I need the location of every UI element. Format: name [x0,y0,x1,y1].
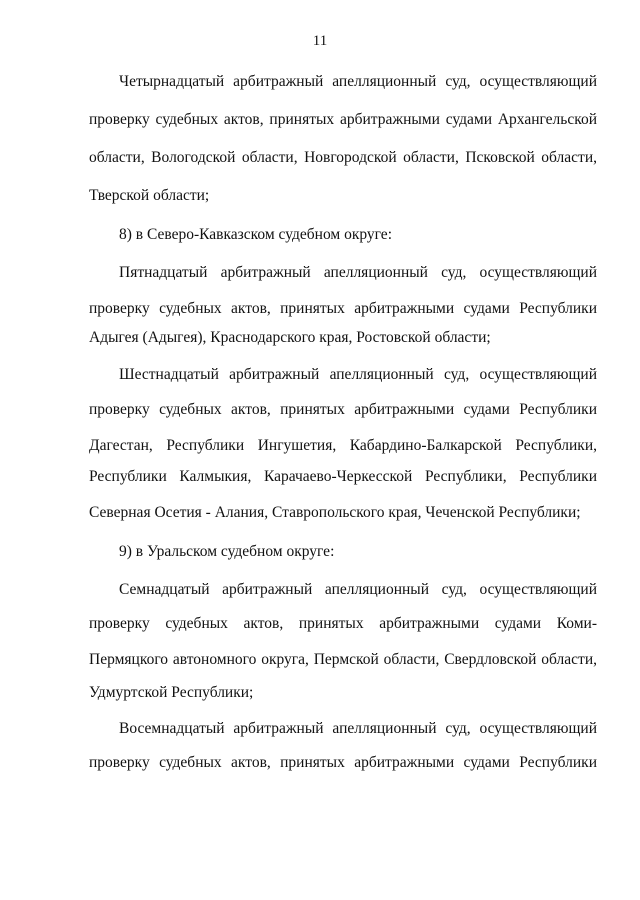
paragraph-line: Семнадцатый арбитражный апелляционный суд, осуществляющий [119,581,597,598]
page-number: 11 [312,33,328,49]
paragraph-line: Шестнадцатый арбитражный апелляционный суд, осуществляющий [119,366,597,383]
paragraph-line: Северная Осетия - Алания, Ставропольского края, Чеченской Республики; [89,504,581,521]
paragraph-line: Пермяцкого автономного округа, Пермской области, Свердловской области, [89,651,597,668]
paragraph-line: проверку судебных актов, принятых арбитражными судами Республики [89,300,597,317]
paragraph-line: проверку судебных актов, принятых арбитражными судами Республики [89,401,597,418]
paragraph-line: Восемнадцатый арбитражный апелляционный суд, осуществляющий [119,720,597,737]
paragraph-line: Адыгея (Адыгея), Краснодарского края, Ростовской области; [89,329,491,346]
section-heading: 9) в Уральском судебном округе: [119,543,335,560]
paragraph-line: Удмуртской Республики; [89,684,254,701]
paragraph-line: Пятнадцатый арбитражный апелляционный суд, осуществляющий [119,264,597,281]
paragraph-line: проверку судебных актов, принятых арбитражными судами Коми- [89,615,597,632]
paragraph-line: проверку судебных актов, принятых арбитражными судами Республики [89,754,597,771]
section-heading: 8) в Северо-Кавказском судебном округе: [119,226,392,243]
paragraph-line: Тверской области; [89,187,210,204]
paragraph-line: проверку судебных актов, принятых арбитражными судами Архангельской [89,111,597,128]
paragraph-line: Республики Калмыкия, Карачаево-Черкесской Республики, Республики [89,468,597,485]
paragraph-line: Дагестан, Республики Ингушетия, Кабардино-Балкарской Республики, [89,437,597,454]
paragraph-line: области, Вологодской области, Новгородской области, Псковской области, [89,149,597,166]
paragraph-line: Четырнадцатый арбитражный апелляционный суд, осуществляющий [119,73,597,90]
